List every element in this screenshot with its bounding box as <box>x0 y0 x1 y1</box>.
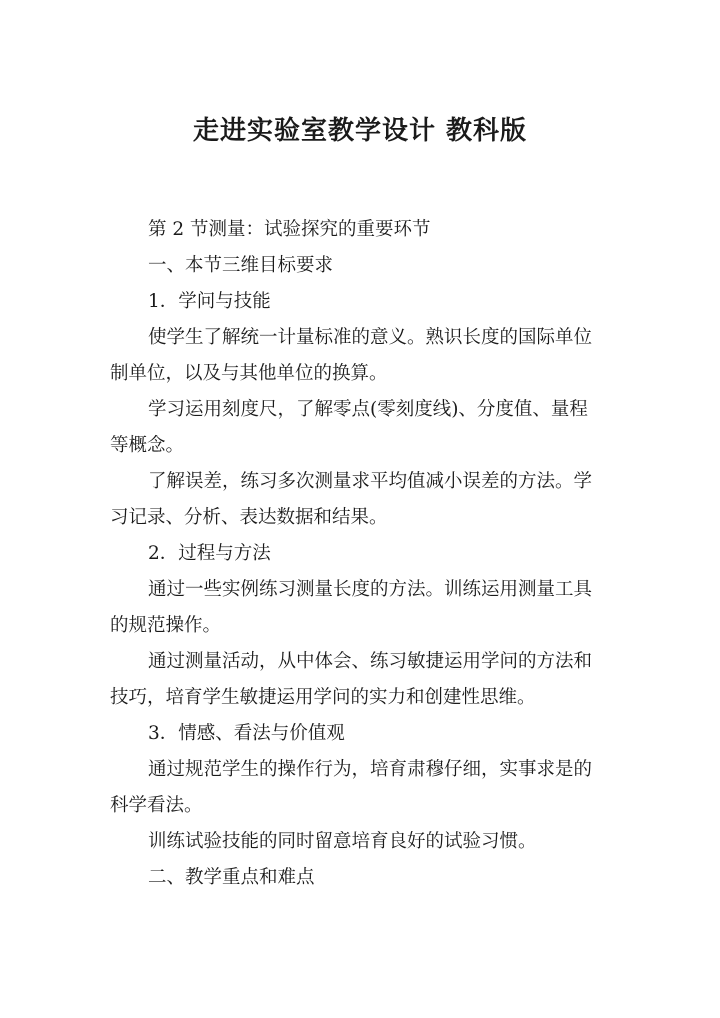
paragraph-line: 制单位，以及与其他单位的换算。 <box>110 363 388 384</box>
subsection-heading: 1．学问与技能 <box>148 291 271 312</box>
paragraph-line: 了解误差，练习多次测量求平均值减小误差的方法。学 <box>148 471 593 492</box>
paragraph-line: 科学看法。 <box>110 795 203 816</box>
paragraph-line: 通过规范学生的操作行为，培育肃穆仔细，实事求是的 <box>148 759 593 780</box>
paragraph-line: 训练试验技能的同时留意培育良好的试验习惯。 <box>148 831 537 852</box>
paragraph-line: 使学生了解统一计量标准的意义。熟识长度的国际单位 <box>148 327 593 348</box>
paragraph-line: 通过测量活动，从中体会、练习敏捷运用学问的方法和 <box>148 651 593 672</box>
paragraph-line: 通过一些实例练习测量长度的方法。训练运用测量工具 <box>148 579 593 600</box>
paragraph-line: 习记录、分析、表达数据和结果。 <box>110 507 388 528</box>
paragraph-line: 技巧，培育学生敏捷运用学问的实力和创建性思维。 <box>110 687 536 708</box>
document-body <box>110 212 610 896</box>
section-heading: 第 2 节测量：试验探究的重要环节 <box>148 219 431 240</box>
document-title: 走进实验室教学设计 教科版 <box>192 116 528 146</box>
subsection-heading: 2．过程与方法 <box>148 543 271 564</box>
paragraph-line: 等概念。 <box>110 435 185 456</box>
paragraph-line: 学习运用刻度尺，了解零点(零刻度线)、分度值、量程 <box>148 399 588 420</box>
part-heading: 二、教学重点和难点 <box>148 867 315 888</box>
part-heading: 一、本节三维目标要求 <box>148 255 334 276</box>
paragraph-line: 的规范操作。 <box>110 615 222 636</box>
subsection-heading: 3．情感、看法与价值观 <box>148 723 345 744</box>
